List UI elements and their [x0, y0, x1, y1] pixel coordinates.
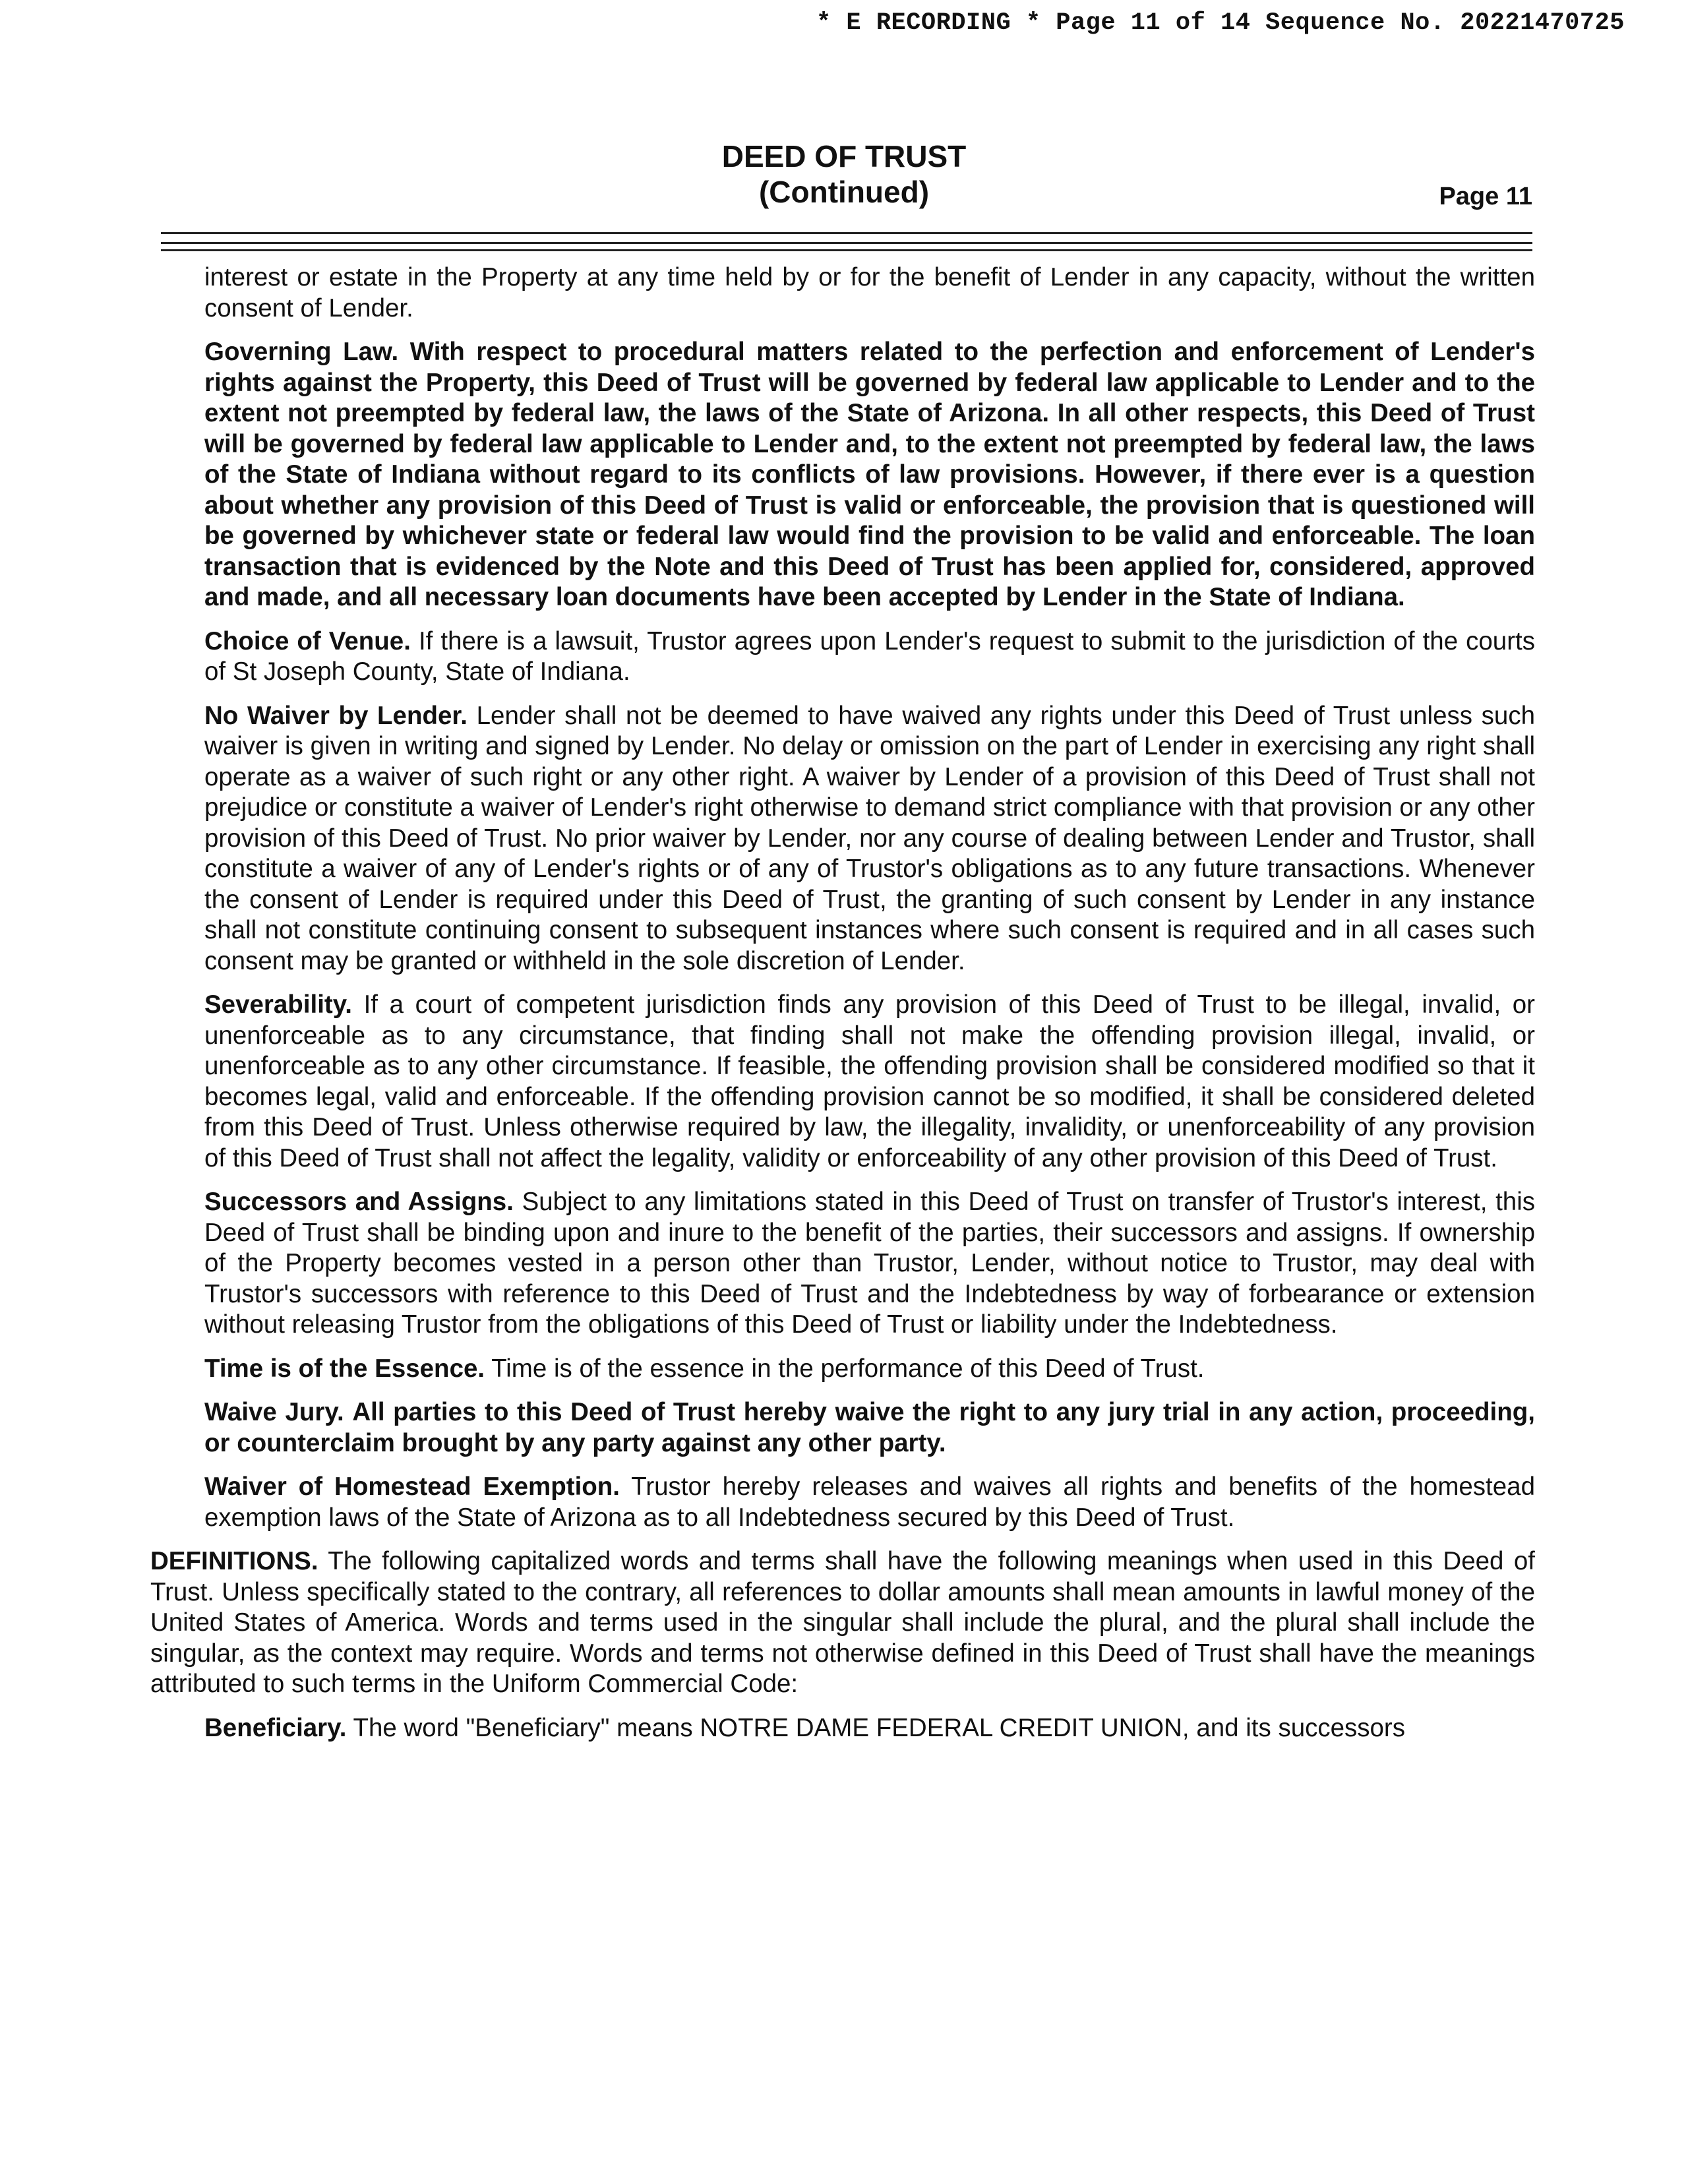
successors-paragraph — [204, 1187, 1535, 1341]
title-line-1: DEED OF TRUST — [721, 139, 967, 173]
document-title — [0, 138, 1688, 210]
waive-jury-paragraph — [204, 1397, 1535, 1459]
time-essence-heading: Time is of the Essence. — [204, 1354, 485, 1383]
definitions-paragraph — [150, 1546, 1535, 1700]
beneficiary-heading: Beneficiary. — [204, 1713, 347, 1742]
continuation-paragraph — [204, 262, 1535, 324]
recording-stamp: * E RECORDING * Page 11 of 14 Sequence No. 20221470725 — [816, 9, 1625, 37]
successors-heading: Successors and Assigns. — [204, 1188, 514, 1216]
severability-text: If a court of competent jurisdiction finds any provision of this Deed of Trust to be illegal, invalid, or unenforceable as to any circumstance, that finding shall not make the offending provision illegal, invalid, or unenforceable as to any other circumstance. If feasible, the offending provision shall be considered modified so that it becomes legal, valid and enforceable. If the offending provision cannot be so modified, it shall be considered deleted from this Deed of Trust. Unless otherwise required by law, the illegality, invalidity, or unenforceability of any provision of this Deed of Trust shall not affect the legality, validity or enforceability of any other provision of this Deed of Trust. — [204, 990, 1535, 1172]
time-essence-paragraph — [204, 1354, 1535, 1385]
governing-law-text: With respect to procedural matters related to the perfection and enforcement of Lender's rights against the Property, this Deed of Trust will be governed by federal law applicable to Lender and to the extent not preempted by federal law, the laws of the State of Arizona. In all other respects, this Deed of Trust will be governed by federal law applicable to Lender and, to the extent not preempted by federal law, the laws of the State of Indiana without regard to its conflicts of law provisions. However, if there ever is a question about whether any provision of this Deed of Trust is valid or enforceable, the provision that is questioned will be governed by whichever state or federal law would find the provision to be valid and enforceable. The loan transaction that is evidenced by the Note and this Deed of Trust has been applied for, considered, approved and made, and all necessary loan documents have been accepted by Lender in the State of Indiana. — [204, 338, 1536, 611]
choice-of-venue-text: If there is a lawsuit, Trustor agrees upon Lender's request to submit to the jurisdiction of the courts of St Joseph County, State of Indiana. — [204, 626, 1535, 686]
choice-of-venue-heading: Choice of Venue. — [204, 626, 411, 655]
homestead-text: Trustor hereby releases and waives all rights and benefits of the homestead exemption laws of the State of Arizona as to all Indebtedness secured by this Deed of Trust. — [204, 1472, 1535, 1532]
no-waiver-paragraph — [204, 701, 1535, 977]
governing-law-paragraph — [204, 337, 1535, 613]
continuation-text: interest or estate in the Property at any time held by or for the benefit of Lender in any capacity, without the written consent of Lender. — [204, 263, 1535, 322]
waive-jury-text: All parties to this Deed of Trust hereby waive the right to any jury trial in any action, proceeding, or counterclaim brought by any party against any other party. — [204, 1398, 1535, 1457]
governing-law-heading: Governing Law. — [204, 338, 399, 366]
definitions-heading: DEFINITIONS. — [150, 1547, 318, 1575]
homestead-heading: Waiver of Homestead Exemption. — [204, 1472, 620, 1501]
header-rule-top — [161, 232, 1532, 234]
homestead-paragraph — [204, 1472, 1535, 1533]
severability-paragraph — [204, 990, 1535, 1174]
page-number: Page 11 — [1439, 183, 1532, 210]
title-line-2: (Continued) — [758, 175, 930, 209]
severability-heading: Severability. — [204, 990, 352, 1019]
header-rule-middle — [161, 242, 1532, 244]
waive-jury-heading: Waive Jury. — [204, 1398, 344, 1426]
no-waiver-heading: No Waiver by Lender. — [204, 701, 467, 730]
no-waiver-text: Lender shall not be deemed to have waived any rights under this Deed of Trust unless such waiver is given in writing and signed by Lender. No delay or omission on the part of Lender in exercising any right shall operate as a waiver of such right or any other right. A waiver by Lender of a provision of this Deed of Trust shall not prejudice or constitute a waiver of Lender's right otherwise to demand strict compliance with that provision or any other provision of this Deed of Trust. No prior waiver by Lender, nor any course of dealing between Lender and Trustor, shall constitute a waiver of any of Lender's rights or of any of Trustor's obligations as to any future transactions. Whenever the consent of Lender is required under this Deed of Trust, the granting of such consent by Lender in any instance shall not constitute continuing consent to subsequent instances where such consent is required and in all cases such consent may be granted or withheld in the sole discretion of Lender. — [204, 701, 1535, 975]
time-essence-text: Time is of the essence in the performance of this Deed of Trust. — [491, 1354, 1205, 1383]
definitions-text: The following capitalized words and terms shall have the following meanings when used in this Deed of Trust. Unless specifically stated to the contrary, all references to dollar amounts shall mean amounts in lawful money of the United States of America. Words and terms used in the singular shall include the plural, and the plural shall include the singular, as the context may require. Words and terms not otherwise defined in this Deed of Trust shall have the meanings attributed to such terms in the Uniform Commercial Code: — [150, 1547, 1535, 1698]
header-rule-bottom — [161, 249, 1532, 251]
choice-of-venue-paragraph — [204, 626, 1535, 688]
document-body — [150, 262, 1535, 1757]
beneficiary-text: The word "Beneficiary" means NOTRE DAME FEDERAL CREDIT UNION, and its successors — [353, 1713, 1406, 1742]
beneficiary-paragraph — [204, 1713, 1535, 1744]
successors-text: Subject to any limitations stated in this Deed of Trust on transfer of Trustor's interest, this Deed of Trust shall be binding upon and inure to the benefit of the parties, their successors and assigns. If ownership of the Property becomes vested in a person other than Trustor, Lender, without notice to Trustor, may deal with Trustor's successors with reference to this Deed of Trust and the Indebtedness by way of forbearance or extension without releasing Trustor from the obligations of this Deed of Trust or liability under the Indebtedness. — [204, 1188, 1536, 1339]
